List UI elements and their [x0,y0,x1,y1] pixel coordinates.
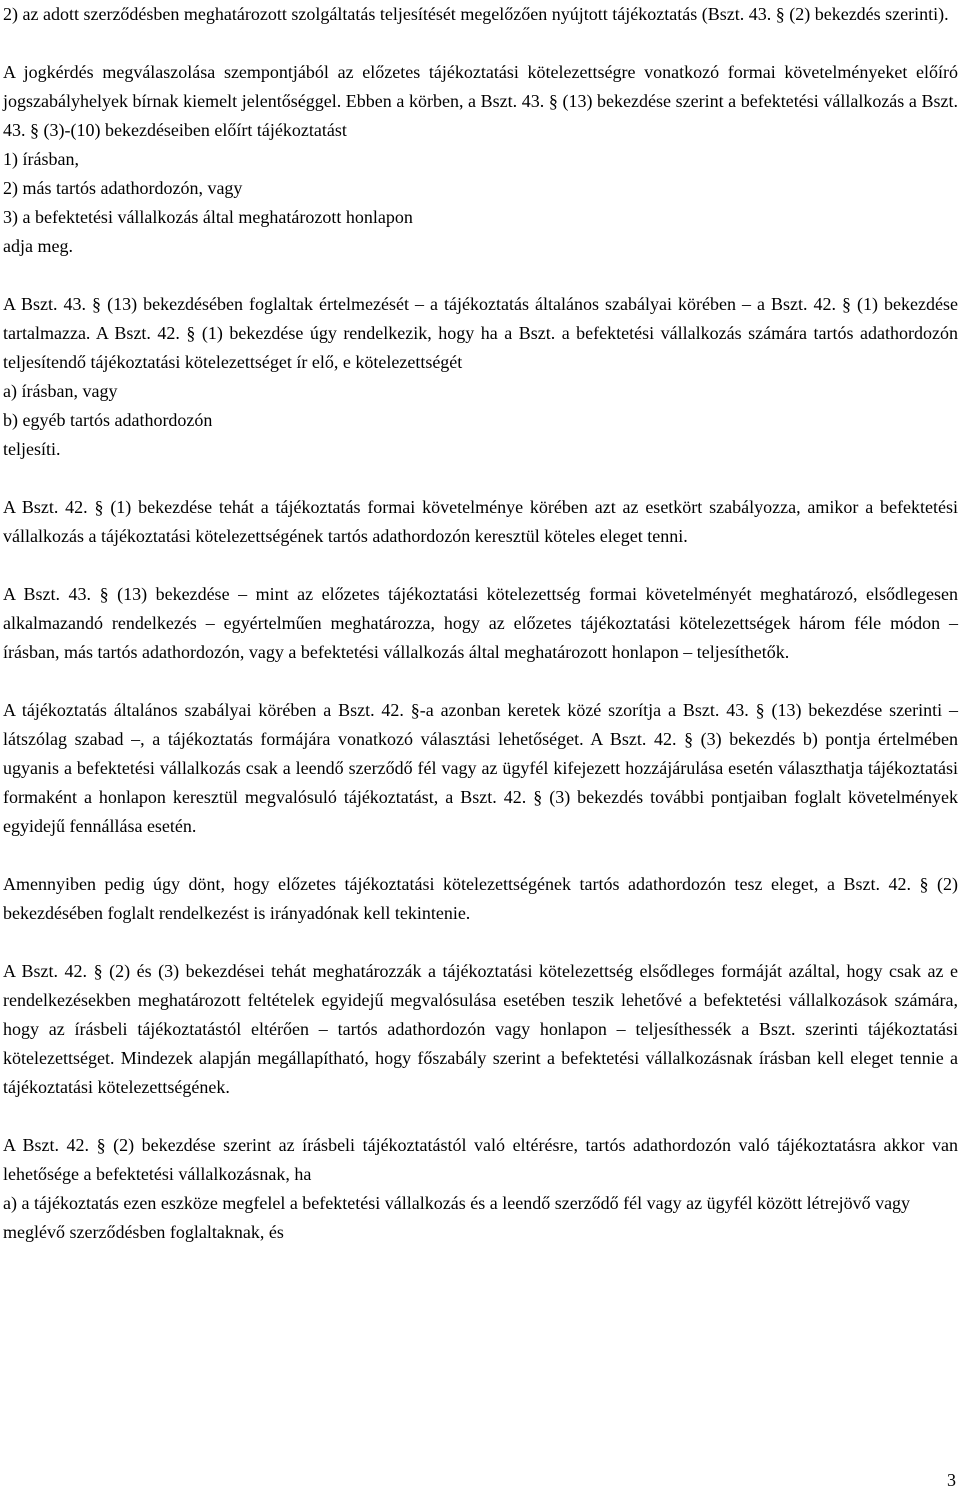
paragraph-6 [3,696,958,841]
list-item: a) a tájékoztatás ezen eszköze megfelel a befektetési vállalkozás és a leendő szerződő fél vagy az ügyfél között létrejövő vagy meglévő szerződésben foglaltaknak, és [3,1193,911,1242]
paragraph-2 [3,58,958,261]
paragraph-text: A Bszt. 42. § (2) és (3) bekezdései tehát meghatározzák a tájékoztatási kötelezettség elsődleges formáját azáltal, hogy csak az e rendelkezésekben meghatározott feltételek egyidejű megvalósulása esetében teszik lehetővé a befektetési vállalkozások számára, hogy az írásbeli tájékoztatástól eltérően – tartós adathordozón vagy honlapon – teljesíthessék a Bszt. szerinti tájékoztatási kötelezettséget. Mindezek alapján megállapítható, hogy főszabály szerint a befektetési vállalkozásnak írásban kell eleget tennie a tájékoztatási kötelezettségének. [3,961,958,1097]
paragraph-text: A Bszt. 42. § (2) bekezdése szerint az írásbeli tájékoztatástól való eltérésre, tartós adathordozón való tájékoztatásra akkor van lehetősége a befektetési vállalkozásnak, ha [3,1135,958,1184]
list-item: b) egyéb tartós adathordozón [3,410,213,430]
paragraph-text: A Bszt. 42. § (1) bekezdése tehát a tájékoztatás formai követelménye körében azt az esetkört szabályozza, amikor a befektetési vállalkozás a tájékoztatási kötelezettségének tartós adathordozón keresztül köteles eleget tenni. [3,497,958,546]
document-page [3,0,958,1247]
list-item: 2) más tartós adathordozón, vagy [3,178,243,198]
list-item: 1) írásban, [3,149,79,169]
list-item: 3) a befektetési vállalkozás által meghatározott honlapon [3,207,413,227]
paragraph-4 [3,493,958,551]
paragraph-text: A Bszt. 43. § (13) bekezdésében foglaltak értelmezését – a tájékoztatás általános szabályai körében – a Bszt. 42. § (1) bekezdése tartalmazza. A Bszt. 42. § (1) bekezdése úgy rendelkezik, hogy ha a Bszt. a befektetési vállalkozás számára tartós adathordozón teljesítendő tájékoztatási kötelezettséget ír elő, e kötelezettségét [3,294,958,372]
paragraph-text: Amennyiben pedig úgy dönt, hogy előzetes tájékoztatási kötelezettségének tartós adathordozón tesz eleget, a Bszt. 42. § (2) bekezdésében foglalt rendelkezést is irányadónak kell tekintenie. [3,874,958,923]
paragraph-text: A jogkérdés megválaszolása szempontjából az előzetes tájékoztatási kötelezettségre vonatkozó formai követelményeket előíró jogszabályhelyek bírnak kiemelt jelentőséggel. Ebben a körben, a Bszt. 43. § (13) bekezdése szerint a befektetési vállalkozás a Bszt. 43. § (3)-(10) bekezdéseiben előírt tájékoztatást [3,62,958,140]
paragraph-text: A Bszt. 43. § (13) bekezdése – mint az előzetes tájékoztatási kötelezettség formai követelményét meghatározó, elsődlegesen alkalmazandó rendelkezés – egyértelműen meghatározza, hogy az előzetes tájékoztatási kötelezettségek három féle módon – írásban, más tartós adathordozón, vagy a befektetési vállalkozás által meghatározott honlapon – teljesíthetők. [3,584,958,662]
page-number: 3 [947,1470,956,1490]
paragraph-text: 2) az adott szerződésben meghatározott szolgáltatás teljesítését megelőzően nyújtott tájékoztatás (Bszt. 43. § (2) bekezdés szerinti). [3,4,949,24]
paragraph-closing-line: teljesíti. [3,439,61,459]
paragraph-7 [3,870,958,928]
paragraph-1 [3,0,958,29]
paragraph-closing-line: adja meg. [3,236,73,256]
paragraph-8 [3,957,958,1102]
paragraph-9 [3,1131,958,1247]
paragraph-3 [3,290,958,464]
list-item: a) írásban, vagy [3,381,118,401]
paragraph-text: A tájékoztatás általános szabályai körében a Bszt. 42. §-a azonban keretek közé szorítja a Bszt. 43. § (13) bekezdése szerinti – látszólag szabad –, a tájékoztatás formájára vonatkozó választási lehetőséget. A Bszt. 42. § (3) bekezdés b) pontja értelmében ugyanis a befektetési vállalkozás csak a leendő szerződő fél vagy az ügyfél kifejezett hozzájárulása esetén választhatja tájékoztatási formaként a honlapon keresztül megvalósuló tájékoztatást, a Bszt. 42. § (3) bekezdés további pontjaiban foglalt követelmények egyidejű fennállása esetén. [3,700,958,836]
paragraph-5 [3,580,958,667]
